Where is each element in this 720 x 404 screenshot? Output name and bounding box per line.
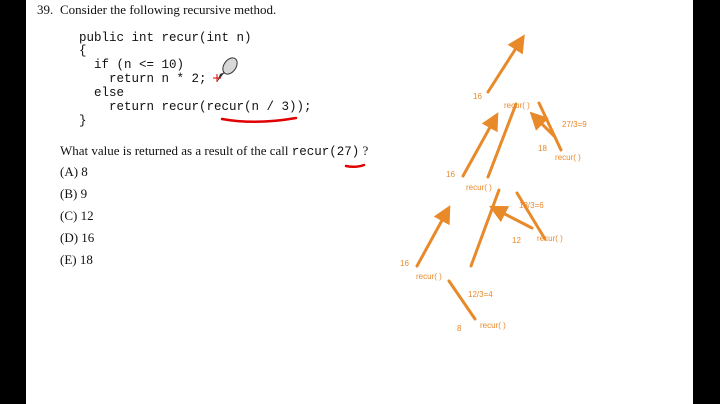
underline-recur-27 (346, 165, 364, 167)
arrow-return-n5 (417, 213, 446, 266)
annotation-marks (26, 0, 693, 404)
n1-division: 27/3=9 (562, 120, 587, 129)
arrow-n1-to-n3 (488, 104, 516, 177)
n3-label: recur( ) (466, 183, 492, 192)
code-line-6: return recur(recur(n / 3)); (79, 100, 312, 114)
n4-label: recur( ) (537, 234, 563, 243)
code-line-4: return n * 2; (79, 72, 207, 86)
n1-value: 16 (473, 92, 482, 101)
prompt-call: recur(27) (291, 145, 360, 159)
n2-value: 18 (538, 144, 547, 153)
choice-c: (C) 12 (60, 208, 94, 223)
arrow-return-top (488, 42, 520, 92)
code-line-1: public int recur(int n) (79, 31, 252, 45)
arrow-return-n3 (463, 120, 494, 176)
line-n1-to-n2 (539, 103, 561, 150)
n3-value: 16 (446, 170, 455, 179)
choice-d: (D) 16 (60, 230, 95, 245)
code-line-7: } (79, 114, 87, 128)
prompt-end: ? (359, 143, 369, 158)
code-line-2: { (79, 44, 87, 58)
line-n3-to-n4 (517, 193, 545, 239)
prompt-text: What value is returned as a result of the call (60, 143, 292, 158)
code-line-5: else (79, 86, 125, 100)
n5-label: recur( ) (416, 272, 442, 281)
n3-division: 18/3=6 (519, 201, 544, 210)
underline-recur-call (222, 118, 296, 122)
n5-value: 16 (400, 259, 409, 268)
n6-label: recur( ) (480, 321, 506, 330)
n1-label: recur( ) (504, 101, 530, 110)
line-n5-to-n6 (449, 281, 475, 319)
n4-value: 12 (512, 236, 521, 245)
question-text: Consider the following recursive method. (60, 2, 277, 17)
slide (26, 0, 693, 404)
arrow-return-n4 (497, 210, 532, 228)
code-line-3: if (n <= 10) (79, 58, 185, 72)
pen-cursor-icon (213, 55, 240, 82)
choice-b: (B) 9 (60, 186, 88, 201)
choice-e: (E) 18 (60, 252, 93, 267)
question-number: 39. (37, 2, 54, 17)
arrow-n3-to-n5 (471, 190, 499, 266)
choice-a: (A) 8 (60, 164, 88, 179)
n5-division: 12/3=4 (468, 290, 493, 299)
n6-value: 8 (457, 324, 462, 333)
n2-label: recur( ) (555, 153, 581, 162)
